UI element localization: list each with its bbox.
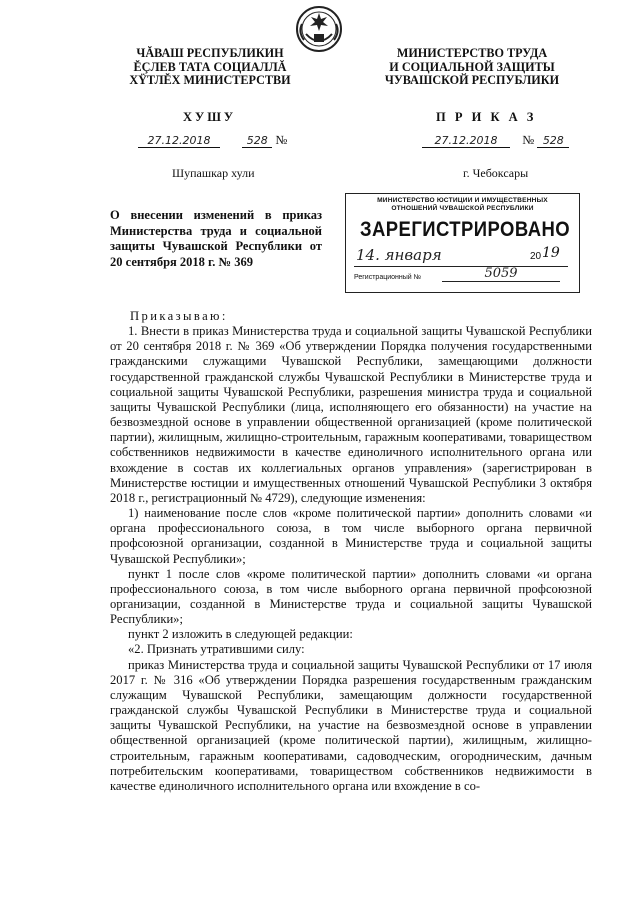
header-line: ĔÇЛЕВ ТАТА СОЦИАЛЛĂ	[133, 59, 287, 74]
order-title: О внесении изменений в приказ Министерства труда и социальной защиты Чувашской Республики от 20 сентября 2018 г. № 369	[110, 208, 322, 269]
number-sign: №	[275, 133, 288, 147]
city-chuvash: Шупашкар хули	[172, 166, 255, 180]
header-line: ЧĂВАШ РЕСПУБЛИКИН	[136, 46, 284, 60]
stamp-org-line: ОТНОШЕНИЙ ЧУВАШСКОЙ РЕСПУБЛИКИ	[391, 205, 534, 212]
stamp-org-line: МИНИСТЕРСТВО ЮСТИЦИИ И ИМУЩЕСТВЕННЫХ	[377, 197, 548, 204]
stamp-registered: ЗАРЕГИСТРИРОВАНО	[359, 218, 571, 241]
header-line: ХŸТЛĔХ МИНИСТЕРСТВИ	[129, 73, 291, 88]
stamp-reg-label: Регистрационный №	[354, 274, 422, 281]
stamp-date-line	[354, 246, 568, 267]
date-number-right	[422, 133, 569, 151]
stamp-date-handwritten: 14. января	[356, 246, 442, 264]
date-number-left	[138, 133, 287, 151]
order-body	[110, 309, 592, 794]
stamp-reg-number: 5059	[442, 266, 560, 282]
header-line: И СОЦИАЛЬНОЙ ЗАЩИТЫ	[389, 59, 555, 74]
number-handwritten: 528	[537, 134, 569, 148]
opening-word: Приказываю:	[130, 309, 228, 323]
header-line: МИНИСТЕРСТВО ТРУДА	[396, 46, 548, 60]
registration-stamp	[345, 193, 580, 293]
body-paragraph: «2. Признать утратившими силу:	[128, 642, 305, 657]
header-ministry-russian	[372, 47, 572, 88]
doc-type-chuvash: ХУШУ	[183, 110, 237, 124]
date-handwritten: 27.12.2018	[138, 134, 220, 148]
city-russian: г. Чебоксары	[463, 166, 529, 180]
header-ministry-chuvash	[110, 47, 310, 88]
header-line: ЧУВАШСКОЙ РЕСПУБЛИКИ	[384, 73, 560, 88]
body-paragraph: 1. Внести в приказ Министерства труда и социальной защиты Чувашской Республики от 20 сентября 2018 г. № 369 «Об утверждении Порядка получения государственными гражданскими служащими Чувашской Республики, замещающими должности государственной гражданской службы Чувашской Республики в Министерстве труда и социальной защиты Чувашской Республики, разрешения министра труда и социальной защиты Чувашской Республики (лица, исполняющего его обязанности) на участие на безвозмездной основе в управлении общественной организацией (кроме политической партии), жилищным, жилищно-строительным, гаражным кооперативами, товариществом собственников недвижимости в качестве единоличного исполнительного органа или вхождение в состав их коллегиальных органов управления» (зарегистрирован в Министерстве юстиции и имущественных отношений Чувашской Республики 3 октября 2018 г., регистрационный № 4729), следующие изменения:	[110, 324, 592, 505]
stamp-year-handwritten: 19	[542, 245, 560, 261]
doc-type-russian: П Р И К А З	[436, 110, 537, 124]
number-handwritten: 528	[242, 134, 272, 148]
body-paragraph: пункт 1 после слов «кроме политической партии» дополнить словами «и органа профессионального союза, в том числе выборного органа первичной профсоюзной организации, созданной в Министерстве труда и социальной защиты Чувашской Республики»;	[110, 566, 592, 627]
stamp-year-prefix: 20	[530, 251, 542, 262]
body-paragraph: пункт 2 изложить в следующей редакции:	[128, 627, 353, 642]
body-paragraph: приказ Министерства труда и социальной защиты Чувашской Республики от 17 июля 2017 г. № 316 «Об утверждении Порядка разрешения государственным гражданским служащим Чувашской Республики, замещающим должности государственной гражданской службы Чувашской Республики в Министерстве труда и социальной защиты Чувашской Республики, на участие на безвозмездной основе в управлении общественной организацией (кроме политической партии), жилищным, жилищно-строительным, гаражным кооперативами, садоводческим, огородническим, дачным потребительским кооперативами, товариществом собственников недвижимости в качестве единоличного исполнительного органа или вхождение в со-	[110, 657, 592, 793]
number-sign: №	[522, 133, 535, 147]
date-handwritten: 27.12.2018	[422, 134, 510, 148]
stamp-organization	[346, 197, 579, 213]
body-paragraph: 1) наименование после слов «кроме политической партии» дополнить словами «и органа профессионального союза, в том числе выборного органа первичной профсоюзной организации, созданной в Министерстве труда и социальной защиты Чувашской Республики»;	[110, 506, 592, 566]
